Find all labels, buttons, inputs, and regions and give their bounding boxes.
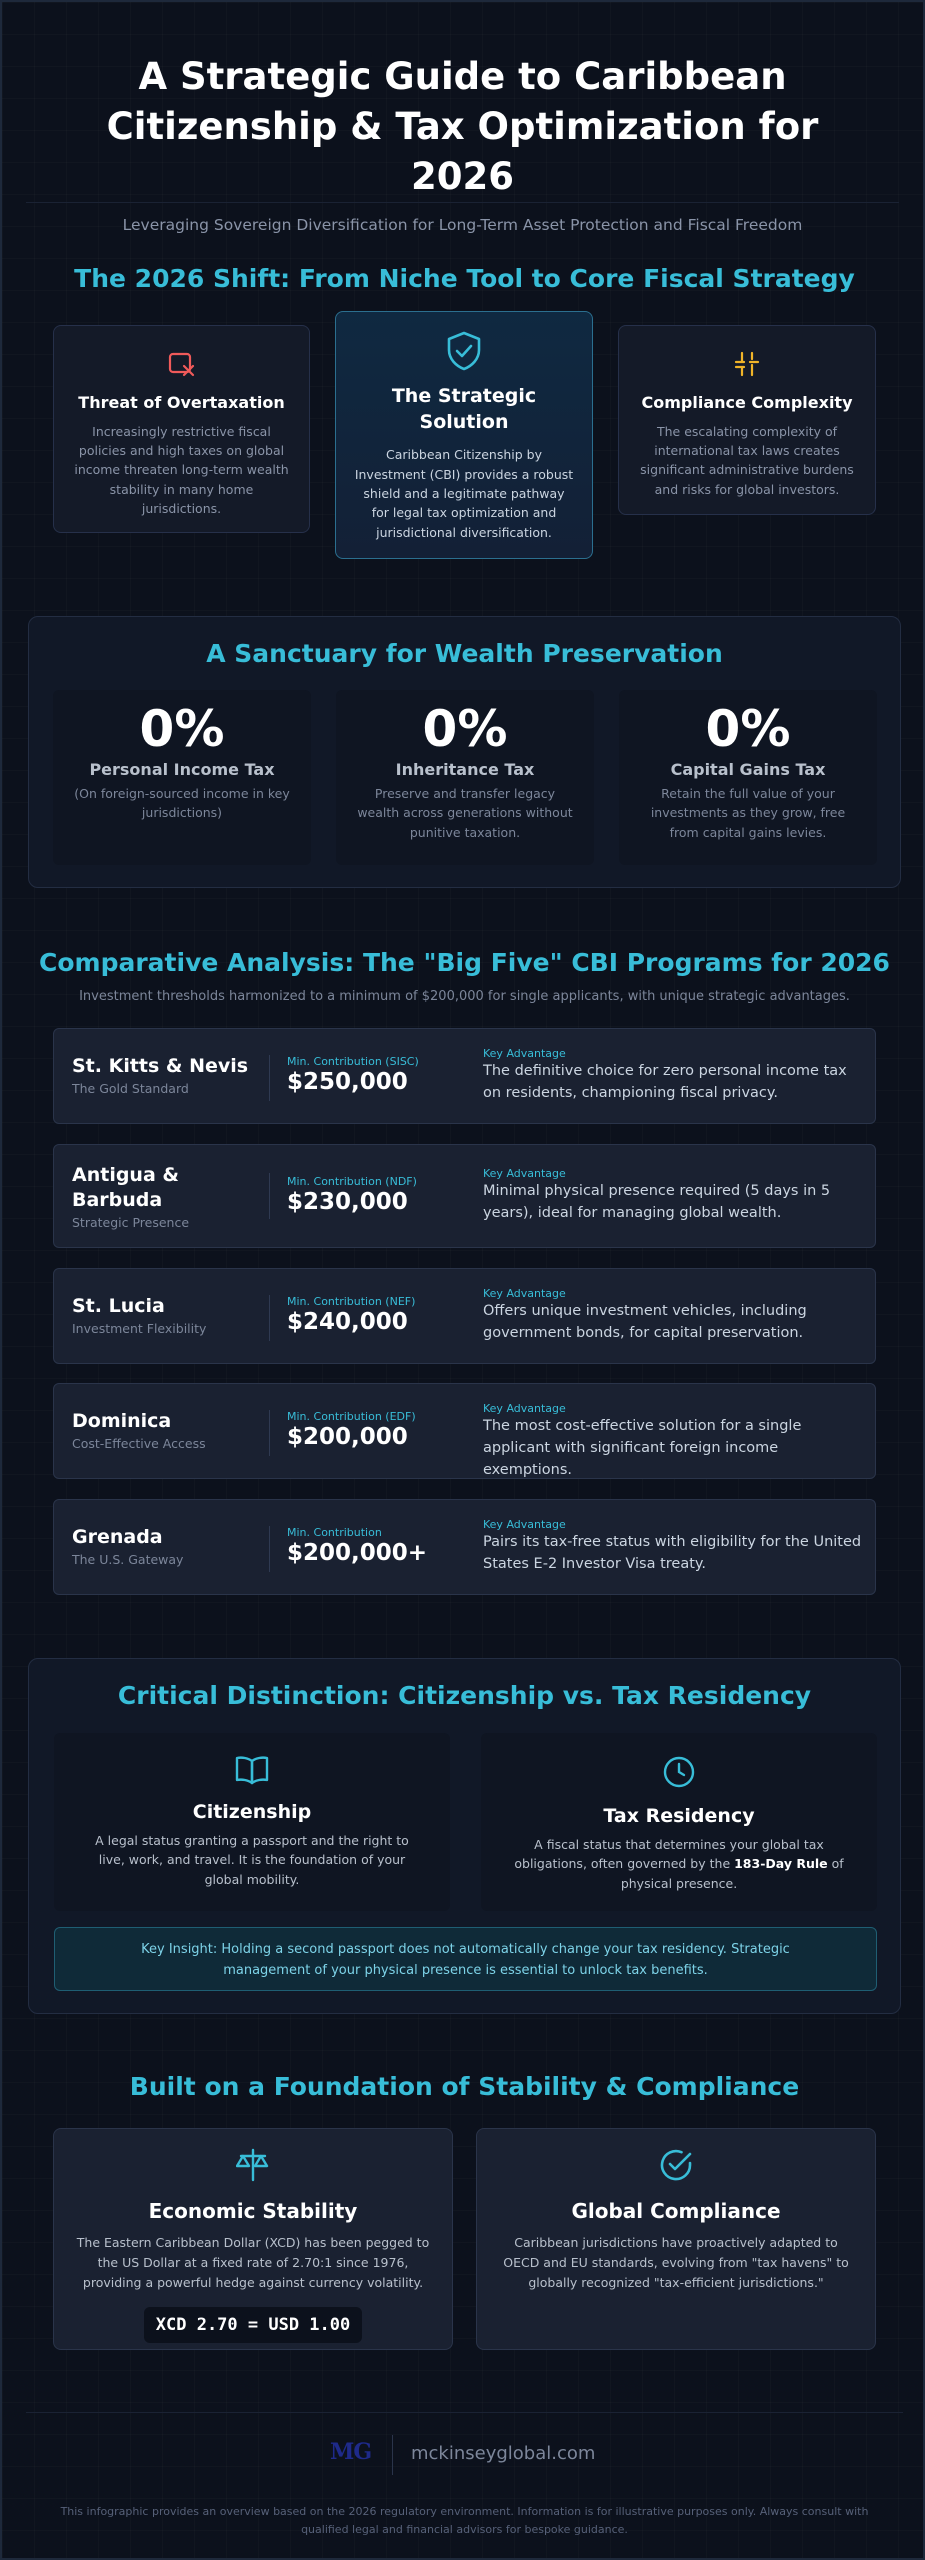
program-card-dominica [53, 1383, 876, 1479]
footer [2, 2412, 925, 2538]
card-compliance-complexity [618, 325, 876, 515]
sanctuary-title: A Sanctuary for Wealth Preservation [206, 639, 723, 668]
compliance-title: Global Compliance [571, 2199, 781, 2223]
citizenship-card [54, 1733, 450, 1911]
key-advantage-label: Key Advantage [483, 1047, 566, 1060]
card-overtaxation [53, 325, 310, 533]
key-advantage-label: Key Advantage [483, 1167, 566, 1180]
residency-text: A fiscal status that determines your global tax obligations, often governed by the 183-Day Rule of physical presence. [514, 1837, 844, 1891]
key-advantage-label: Key Advantage [483, 1287, 566, 1300]
distinction-title: Critical Distinction: Citizenship vs. Tax Residency [117, 1681, 812, 1710]
key-advantage-text: Minimal physical presence required (5 days in 5 years), ideal for managing global wealth. [483, 1183, 831, 1221]
comparative-title: Comparative Analysis: The "Big Five" CBI Programs for 2026 [39, 948, 890, 977]
shift-title: The 2026 Shift: From Niche Tool to Core Fiscal Strategy [74, 264, 855, 293]
tax-rate-value: 0% [705, 700, 791, 758]
tax-residency-card [481, 1733, 877, 1911]
card-strategic-solution [335, 311, 593, 559]
card-text: Caribbean Citizenship by Investment (CBI) provides a robust shield and a legitimate pathway for legal tax optimization and jurisdictional diversification. [354, 447, 574, 540]
tax-card-inheritance [336, 690, 594, 865]
foundation-title: Built on a Foundation of Stability & Compliance [129, 2072, 800, 2101]
program-tag: The Gold Standard [72, 1081, 189, 1096]
card-title: Compliance Complexity [641, 393, 853, 412]
sliders-icon [637, 348, 857, 380]
comparative-section [2, 948, 925, 1004]
brand-logo: MG [330, 2439, 372, 2465]
tax-rate-value: 0% [422, 700, 508, 758]
key-insight-banner: Key Insight: Holding a second passport does not automatically change your tax residency. Strategic management of your physical presence is essential to unlock tax benefits. [54, 1927, 877, 1991]
economic-title: Economic Stability [148, 2199, 358, 2223]
economic-stability-card [53, 2128, 453, 2350]
contribution-amount: $230,000 [287, 1189, 408, 1215]
contribution-label: Min. Contribution (SISC) [287, 1055, 419, 1068]
brand-domain-link[interactable]: mckinseyglobal.com [411, 2443, 596, 2464]
program-divider [269, 1055, 270, 1101]
key-advantage-label: Key Advantage [483, 1518, 566, 1531]
contribution-label: Min. Contribution (NDF) [287, 1175, 417, 1188]
program-name: St. Lucia [72, 1295, 165, 1317]
card-title: Threat of Overtaxation [78, 393, 285, 412]
card-title: The Strategic Solution [391, 385, 537, 433]
contribution-amount: $200,000 [287, 1424, 408, 1450]
check-circle-icon [477, 2147, 875, 2187]
card-text: The escalating complexity of international tax laws creates significant administrative burdens and risks for global investors. [640, 423, 854, 497]
contribution-amount: $250,000 [287, 1069, 408, 1095]
sanctuary-section [28, 616, 901, 888]
contribution-label: Min. Contribution [287, 1526, 382, 1539]
contribution-amount: $240,000 [287, 1309, 408, 1335]
tax-card-text: (On foreign-sourced income in key jurisdictions) [74, 786, 290, 821]
program-tag: The U.S. Gateway [72, 1552, 184, 1567]
card-text: Increasingly restrictive fiscal policies and high taxes on global income threaten long-term wealth stability in many home jurisdictions. [74, 423, 289, 517]
divider [26, 202, 899, 203]
contribution-label: Min. Contribution (EDF) [287, 1410, 416, 1423]
program-card-antigua [53, 1144, 876, 1248]
citizenship-text: A legal status granting a passport and the right to live, work, and travel. It is the foundation of your global mobility. [95, 1833, 409, 1887]
program-divider [269, 1295, 270, 1341]
book-open-icon [54, 1755, 450, 1789]
program-divider [269, 1410, 270, 1456]
tax-card-capital-gains [619, 690, 877, 865]
tax-card-income [53, 690, 311, 865]
residency-title: Tax Residency [603, 1805, 755, 1827]
day-rule-emphasis: 183-Day Rule [734, 1856, 828, 1872]
contribution-amount: $200,000+ [287, 1540, 428, 1566]
footer-divider [26, 2412, 903, 2413]
compliance-text: Caribbean jurisdictions have proactively adapted to OECD and EU standards, evolving from "tax havens" to globally recognized "tax-efficient jurisdictions." [503, 2235, 849, 2290]
key-advantage-text: The most cost-effective solution for a single applicant with significant foreign income exemptions. [483, 1418, 802, 1478]
tax-card-title: Personal Income Tax [89, 760, 275, 779]
key-advantage-text: Offers unique investment vehicles, including government bonds, for capital preservation. [483, 1303, 807, 1341]
page-title: A Strategic Guide to Caribbean Citizenship & Tax Optimization for 2026 [106, 55, 819, 198]
global-compliance-card [476, 2128, 876, 2350]
overtaxation-icon [72, 348, 291, 380]
key-advantage-label: Key Advantage [483, 1402, 566, 1415]
contribution-label: Min. Contribution (NEF) [287, 1295, 416, 1308]
key-advantage-text: Pairs its tax-free status with eligibility for the United States E-2 Investor Visa treaty. [483, 1534, 862, 1572]
program-card-grenada [53, 1499, 876, 1595]
program-tag: Cost-Effective Access [72, 1436, 206, 1451]
program-divider [269, 1526, 270, 1572]
program-name: Antigua & Barbuda [72, 1164, 179, 1211]
tax-card-title: Capital Gains Tax [670, 760, 826, 779]
brand-separator [392, 2435, 393, 2475]
program-tag: Strategic Presence [72, 1215, 190, 1230]
tax-card-text: Retain the full value of your investments as they grow, free from capital gains levies. [650, 786, 846, 840]
distinction-section [28, 1658, 901, 2014]
comparative-note: Investment thresholds harmonized to a minimum of $200,000 for single applicants, with unique strategic advantages. [79, 989, 850, 1004]
shield-check-icon [354, 330, 574, 372]
economic-text: The Eastern Caribbean Dollar (XCD) has been pegged to the US Dollar at a fixed rate of 2.70:1 since 1976, providing a powerful hedge against currency volatility. [76, 2235, 430, 2290]
program-name: Grenada [72, 1526, 163, 1548]
tax-rate-value: 0% [139, 700, 225, 758]
foundation-section [2, 2072, 925, 2335]
page-subtitle: Leveraging Sovereign Diversification for Long-Term Asset Protection and Fiscal Freedom [122, 215, 803, 234]
program-name: St. Kitts & Nevis [72, 1055, 249, 1077]
header [2, 2, 923, 234]
program-card-st-kitts [53, 1028, 876, 1124]
shift-section [2, 264, 925, 575]
program-divider [269, 1173, 270, 1219]
citizenship-title: Citizenship [192, 1801, 312, 1823]
key-advantage-text: The definitive choice for zero personal income tax on residents, championing fiscal privacy. [483, 1063, 847, 1101]
currency-peg-badge: XCD 2.70 = USD 1.00 [144, 2307, 362, 2343]
disclaimer: This infographic provides an overview based on the 2026 regulatory environment. Information is for illustrative purposes only. Always consult with qualified legal and financial advisors for bespoke guidance. [60, 2505, 869, 2536]
program-card-st-lucia [53, 1268, 876, 1364]
clock-icon [481, 1755, 877, 1793]
tax-card-title: Inheritance Tax [395, 760, 535, 779]
program-name: Dominica [72, 1410, 172, 1432]
program-tag: Investment Flexibility [72, 1321, 207, 1336]
scale-icon [54, 2147, 452, 2187]
tax-card-text: Preserve and transfer legacy wealth across generations without punitive taxation. [357, 786, 573, 840]
